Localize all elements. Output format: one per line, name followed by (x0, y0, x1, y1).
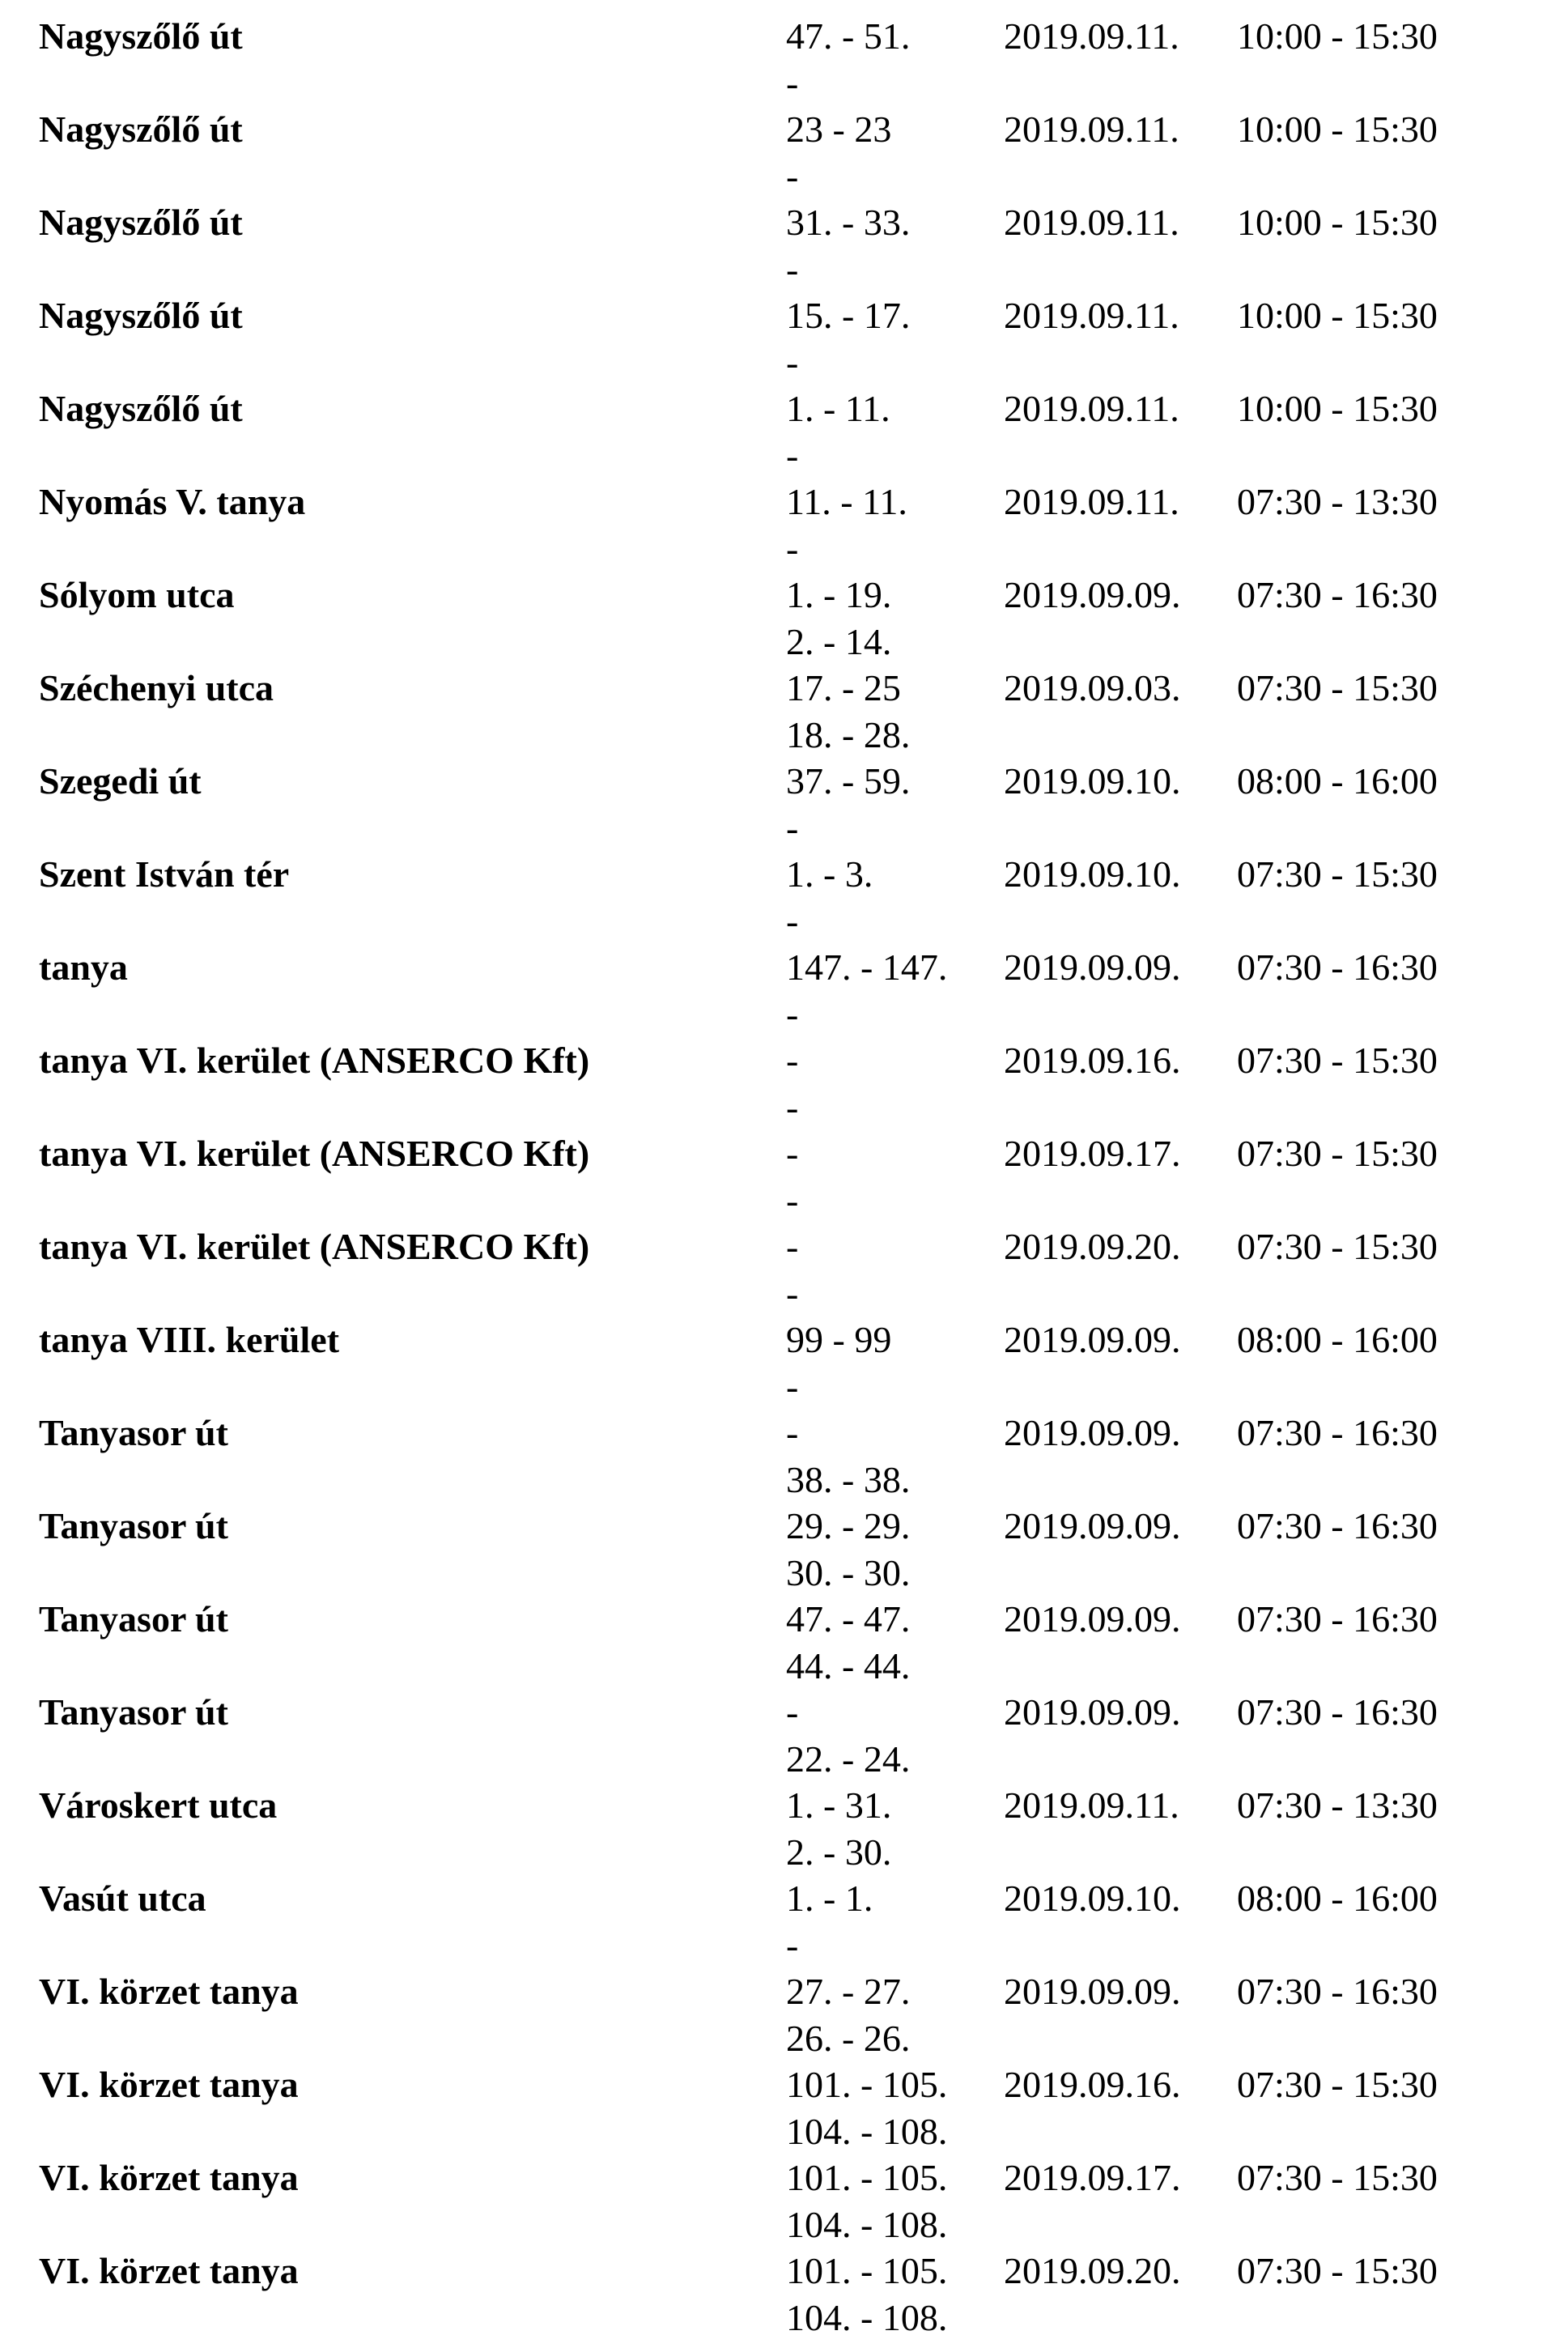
odd-house-range: 17. - 25 (786, 667, 901, 708)
even-house-range: - (786, 807, 799, 849)
outage-time: 10:00 - 15:30 (1237, 108, 1438, 150)
table-row (0, 2048, 1568, 2152)
even-house-range: 104. - 108. (786, 2297, 948, 2338)
outage-date: 2019.09.16. (1004, 1040, 1181, 1081)
even-house-range: 2. - 30. (786, 1831, 892, 1873)
outage-time: 07:30 - 15:30 (1237, 1226, 1438, 1267)
even-house-range: - (786, 900, 799, 942)
outage-time: 08:00 - 16:00 (1237, 760, 1438, 802)
outage-date: 2019.09.16. (1004, 2064, 1181, 2105)
outage-time: 10:00 - 15:30 (1237, 295, 1438, 336)
street-name: tanya VI. kerület (ANSERCO Kft) (39, 1133, 590, 1174)
outage-date: 2019.09.17. (1004, 2157, 1181, 2198)
even-house-range: 18. - 28. (786, 714, 911, 755)
street-name: Nagyszőlő út (39, 15, 243, 57)
table-row (0, 559, 1568, 662)
table-row (0, 1117, 1568, 1221)
table-row (0, 745, 1568, 849)
even-house-range: 104. - 108. (786, 2204, 948, 2245)
outage-time: 07:30 - 15:30 (1237, 2064, 1438, 2105)
table-row (0, 1210, 1568, 1314)
street-name: Szegedi út (39, 760, 202, 802)
odd-house-range: 1. - 31. (786, 1784, 892, 1826)
odd-house-range: 29. - 29. (786, 1505, 911, 1546)
outage-time: 07:30 - 16:30 (1237, 1598, 1438, 1640)
street-name: Nagyszőlő út (39, 202, 243, 243)
outage-date: 2019.09.11. (1004, 108, 1179, 150)
even-house-range: - (786, 342, 799, 383)
table-row (0, 1769, 1568, 1873)
outage-date: 2019.09.11. (1004, 295, 1179, 336)
table-row (0, 279, 1568, 383)
outage-date: 2019.09.03. (1004, 667, 1181, 708)
street-name: Szent István tér (39, 853, 290, 895)
table-row (0, 0, 1568, 104)
even-house-range: 104. - 108. (786, 2111, 948, 2152)
outage-date: 2019.09.11. (1004, 481, 1179, 522)
even-house-range: - (786, 1366, 799, 1407)
table-row (0, 2141, 1568, 2245)
street-name: Tanyasor út (39, 1691, 228, 1733)
odd-house-range: - (786, 1412, 799, 1453)
street-name: Tanyasor út (39, 1505, 228, 1546)
even-house-range: - (786, 62, 799, 104)
street-name: tanya (39, 946, 128, 988)
outage-time: 07:30 - 15:30 (1237, 1133, 1438, 1174)
outage-time: 08:00 - 16:00 (1237, 1319, 1438, 1360)
odd-house-range: 23 - 23 (786, 108, 892, 150)
street-name: tanya VI. kerület (ANSERCO Kft) (39, 1040, 590, 1081)
outage-date: 2019.09.17. (1004, 1133, 1181, 1174)
outage-time: 07:30 - 15:30 (1237, 667, 1438, 708)
odd-house-range: 11. - 11. (786, 481, 907, 522)
even-house-range: 30. - 30. (786, 1552, 911, 1593)
street-name: VI. körzet tanya (39, 2064, 299, 2105)
table-row (0, 1304, 1568, 1407)
odd-house-range: - (786, 1226, 799, 1267)
street-name: Nagyszőlő út (39, 295, 243, 336)
even-house-range: - (786, 435, 799, 476)
street-name: Sólyom utca (39, 574, 235, 615)
even-house-range: - (786, 249, 799, 290)
outage-date: 2019.09.11. (1004, 202, 1179, 243)
odd-house-range: 37. - 59. (786, 760, 911, 802)
odd-house-range: 99 - 99 (786, 1319, 892, 1360)
outage-date: 2019.09.09. (1004, 574, 1181, 615)
table-row (0, 466, 1568, 569)
outage-time: 07:30 - 16:30 (1237, 1412, 1438, 1453)
outage-date: 2019.09.09. (1004, 1412, 1181, 1453)
odd-house-range: 47. - 51. (786, 15, 911, 57)
outage-time: 07:30 - 16:30 (1237, 1971, 1438, 2012)
table-row (0, 1862, 1568, 1966)
odd-house-range: 15. - 17. (786, 295, 911, 336)
outage-time: 07:30 - 13:30 (1237, 1784, 1438, 1826)
outage-date: 2019.09.09. (1004, 1598, 1181, 1640)
even-house-range: 44. - 44. (786, 1645, 911, 1686)
outage-time: 07:30 - 15:30 (1237, 2250, 1438, 2291)
table-row (0, 1955, 1568, 2059)
outage-time: 07:30 - 13:30 (1237, 481, 1438, 522)
table-row (0, 2235, 1568, 2338)
street-name: VI. körzet tanya (39, 1971, 299, 2012)
street-name: Tanyasor út (39, 1598, 228, 1640)
outage-date: 2019.09.09. (1004, 946, 1181, 988)
street-name: Vasút utca (39, 1878, 206, 1919)
even-house-range: 26. - 26. (786, 2018, 911, 2059)
odd-house-range: 147. - 147. (786, 946, 948, 988)
street-name: Széchenyi utca (39, 667, 274, 708)
outage-date: 2019.09.11. (1004, 1784, 1179, 1826)
even-house-range: - (786, 1180, 799, 1221)
table-row (0, 652, 1568, 755)
table-row (0, 931, 1568, 1035)
odd-house-range: 101. - 105. (786, 2157, 948, 2198)
table-row (0, 1583, 1568, 1686)
outage-time: 07:30 - 15:30 (1237, 853, 1438, 895)
outage-date: 2019.09.09. (1004, 1319, 1181, 1360)
table-row (0, 1397, 1568, 1500)
outage-time: 07:30 - 16:30 (1237, 1505, 1438, 1546)
odd-house-range: 1. - 11. (786, 388, 890, 429)
street-name: Tanyasor út (39, 1412, 228, 1453)
outage-time: 10:00 - 15:30 (1237, 15, 1438, 57)
outage-time: 07:30 - 15:30 (1237, 2157, 1438, 2198)
outage-time: 08:00 - 16:00 (1237, 1878, 1438, 1919)
table-row (0, 1024, 1568, 1128)
odd-house-range: 27. - 27. (786, 1971, 911, 2012)
street-name: tanya VI. kerület (ANSERCO Kft) (39, 1226, 590, 1267)
street-name: VI. körzet tanya (39, 2157, 299, 2198)
odd-house-range: 31. - 33. (786, 202, 911, 243)
even-house-range: - (786, 993, 799, 1035)
street-name: Városkert utca (39, 1784, 278, 1826)
outage-date: 2019.09.10. (1004, 1878, 1181, 1919)
outage-date: 2019.09.11. (1004, 388, 1179, 429)
table-row (0, 372, 1568, 476)
odd-house-range: 101. - 105. (786, 2250, 948, 2291)
outage-date: 2019.09.10. (1004, 760, 1181, 802)
outage-time: 10:00 - 15:30 (1237, 388, 1438, 429)
table-row (0, 838, 1568, 942)
outage-time: 07:30 - 16:30 (1237, 946, 1438, 988)
table-row (0, 186, 1568, 290)
even-house-range: 22. - 24. (786, 1738, 911, 1780)
odd-house-range: - (786, 1691, 799, 1733)
street-name: Nyomás V. tanya (39, 481, 306, 522)
outage-date: 2019.09.09. (1004, 1505, 1181, 1546)
street-name: VI. körzet tanya (39, 2250, 299, 2291)
outage-date: 2019.09.11. (1004, 15, 1179, 57)
outage-date: 2019.09.10. (1004, 853, 1181, 895)
street-name: Nagyszőlő út (39, 388, 243, 429)
table-row (0, 1676, 1568, 1780)
outage-date: 2019.09.20. (1004, 2250, 1181, 2291)
even-house-range: - (786, 155, 799, 197)
odd-house-range: - (786, 1040, 799, 1081)
even-house-range: - (786, 1087, 799, 1128)
even-house-range: 2. - 14. (786, 621, 892, 662)
outage-date: 2019.09.09. (1004, 1691, 1181, 1733)
odd-house-range: 1. - 19. (786, 574, 892, 615)
odd-house-range: 1. - 3. (786, 853, 873, 895)
outage-time: 07:30 - 16:30 (1237, 1691, 1438, 1733)
outage-date: 2019.09.09. (1004, 1971, 1181, 2012)
outage-time: 10:00 - 15:30 (1237, 202, 1438, 243)
even-house-range: - (786, 528, 799, 569)
odd-house-range: 1. - 1. (786, 1878, 873, 1919)
even-house-range: - (786, 1273, 799, 1314)
outage-date: 2019.09.20. (1004, 1226, 1181, 1267)
odd-house-range: 47. - 47. (786, 1598, 911, 1640)
even-house-range: 38. - 38. (786, 1459, 911, 1500)
outage-time: 07:30 - 15:30 (1237, 1040, 1438, 1081)
street-name: tanya VIII. kerület (39, 1319, 340, 1360)
table-row (0, 1490, 1568, 1593)
street-name: Nagyszőlő út (39, 108, 243, 150)
table-row (0, 93, 1568, 197)
even-house-range: - (786, 1925, 799, 1966)
odd-house-range: - (786, 1133, 799, 1174)
odd-house-range: 101. - 105. (786, 2064, 948, 2105)
outage-time: 07:30 - 16:30 (1237, 574, 1438, 615)
